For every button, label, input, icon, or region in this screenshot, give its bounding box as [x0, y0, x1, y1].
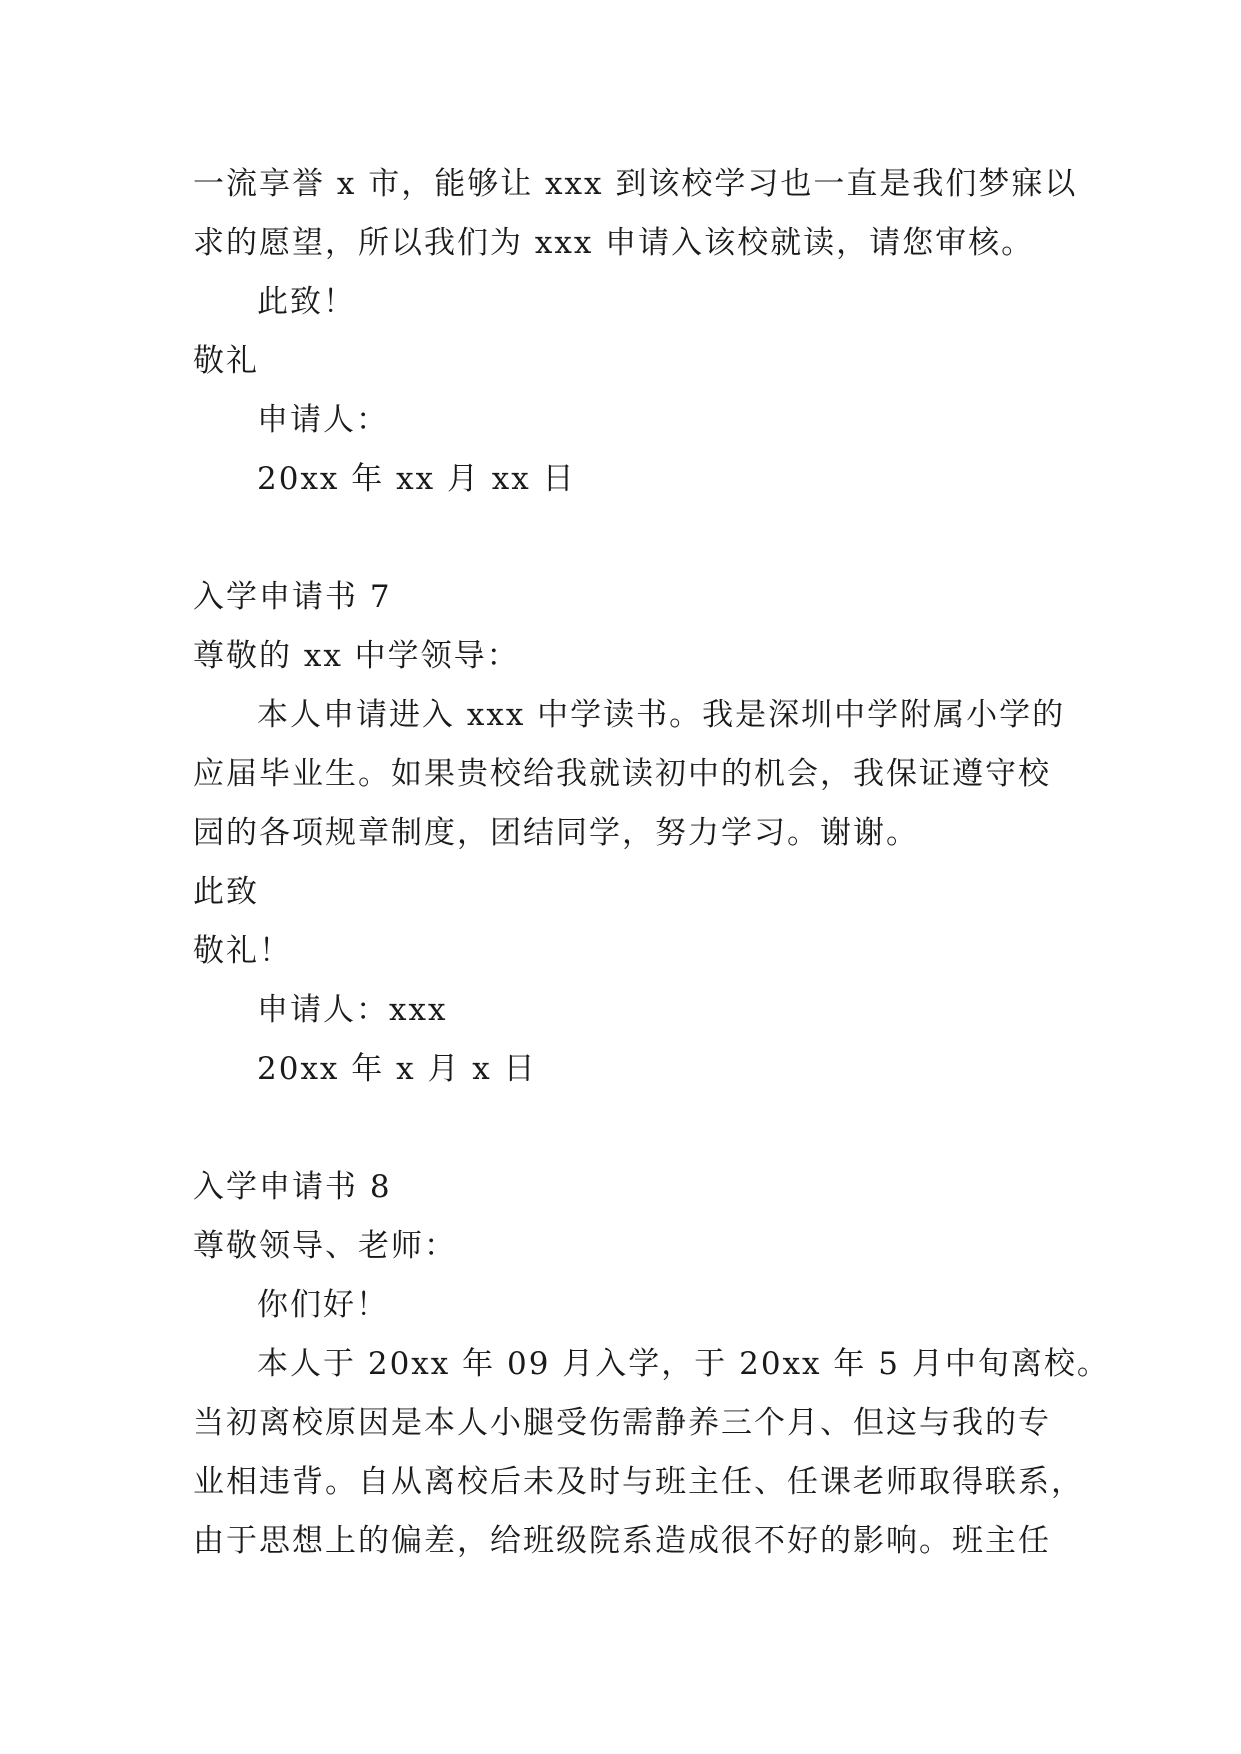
document-body — [193, 162, 1110, 1578]
paragraph-line: 由于思想上的偏差，给班级院系造成很不好的影响。班主任 — [193, 1523, 1051, 1559]
paragraph-line: 本人申请进入 xxx 中学读书。我是深圳中学附属小学的 — [257, 697, 1066, 733]
closing-phrase: 此致！ — [257, 284, 356, 320]
section-spacer — [193, 516, 1053, 575]
paragraph-line: 园的各项规章制度，团结同学，努力学习。谢谢。 — [193, 815, 919, 851]
paragraph-line: 求的愿望，所以我们为 xxx 申请入该校就读，请您审核。 — [193, 225, 1035, 261]
salutation: 敬礼 — [193, 343, 259, 379]
paragraph-line: 一流享誉 x 市，能够让 xxx 到该校学习也一直是我们梦寐以 — [193, 166, 1078, 202]
letter-greeting: 尊敬的 xx 中学领导： — [193, 638, 520, 674]
closing-phrase: 此致 — [193, 874, 259, 910]
paragraph-line: 应届毕业生。如果贵校给我就读初中的机会，我保证遵守校 — [193, 756, 1051, 792]
letter-date: 20xx 年 x 月 x 日 — [257, 1051, 537, 1087]
letter-date: 20xx 年 xx 月 xx 日 — [257, 461, 576, 497]
section-heading-7: 入学申请书 7 — [193, 579, 392, 615]
paragraph-line: 本人于 20xx 年 09 月入学，于 20xx 年 5 月中旬离校。 — [257, 1346, 1110, 1382]
section-spacer — [193, 1106, 1053, 1165]
applicant-signature: 申请人：xxx — [257, 992, 448, 1028]
letter-greeting: 尊敬领导、老师： — [193, 1228, 457, 1264]
salutation: 敬礼！ — [193, 933, 292, 969]
paragraph-line: 当初离校原因是本人小腿受伤需静养三个月、但这与我的专 — [193, 1405, 1051, 1441]
applicant-signature: 申请人： — [257, 402, 389, 438]
paragraph-line: 业相违背。自从离校后未及时与班主任、任课老师取得联系， — [193, 1464, 1084, 1500]
section-heading-8: 入学申请书 8 — [193, 1169, 392, 1205]
letter-hello: 你们好！ — [257, 1287, 389, 1323]
